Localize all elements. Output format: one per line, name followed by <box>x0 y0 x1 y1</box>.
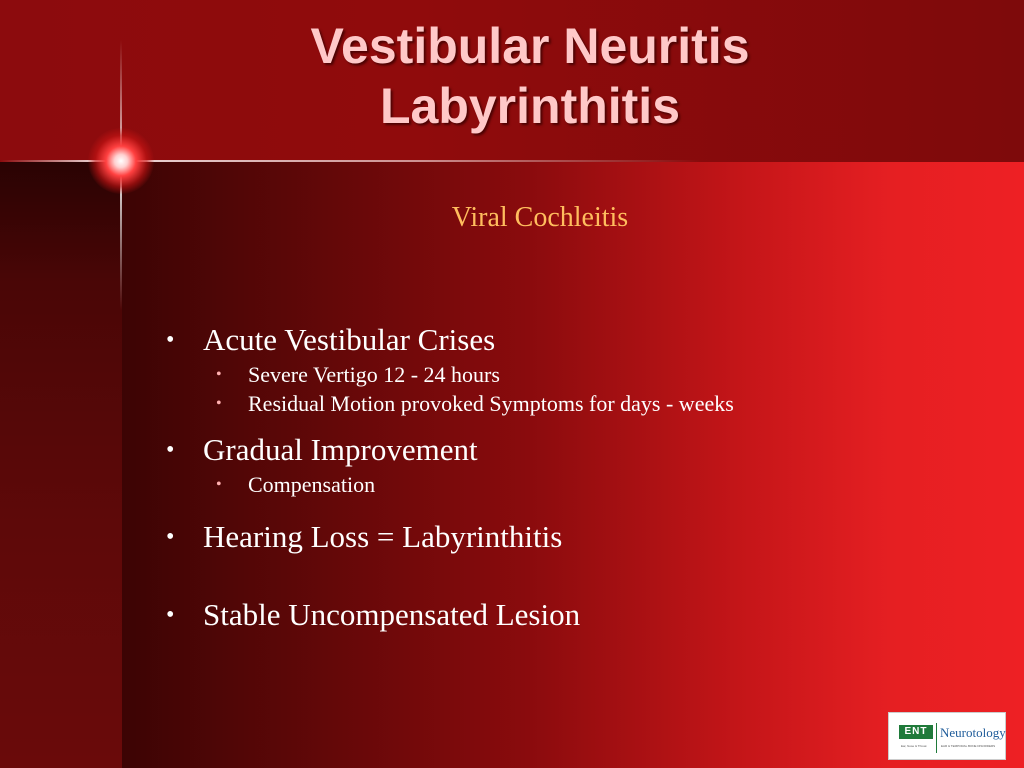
sub-bullet-dot-icon: • <box>216 476 222 493</box>
sub-bullet-dot-icon: • <box>216 366 222 383</box>
sub-bullet-item <box>160 470 960 499</box>
logo-ent-badge: ENT <box>899 725 933 739</box>
lens-flare-icon <box>88 128 154 194</box>
title-line-1: Vestibular Neuritis <box>310 18 750 74</box>
bullet-list <box>160 320 960 635</box>
slide-subtitle: Viral Cochleitis <box>451 202 629 233</box>
sub-bullet-dot-icon: • <box>216 395 222 412</box>
bullet-item <box>160 517 960 557</box>
title-line-2: Labyrinthitis <box>379 78 681 134</box>
sub-bullet-item <box>160 360 960 389</box>
logo-wordmark: Neurotology <box>940 725 1006 740</box>
bullet-text: Stable Uncompensated Lesion <box>203 597 581 632</box>
bullet-dot-icon: • <box>166 524 175 550</box>
bullet-item <box>160 595 960 635</box>
bullet-dot-icon: • <box>166 437 175 463</box>
bullet-dot-icon: • <box>166 327 175 353</box>
logo-small-text: Ear, Nose & Throat <box>901 744 927 748</box>
left-strip <box>0 162 122 768</box>
sub-bullet-item <box>160 389 960 418</box>
bullet-dot-icon: • <box>166 602 175 628</box>
ent-neurotology-logo <box>888 712 1006 760</box>
sub-bullet-text: Compensation <box>248 472 376 497</box>
bullet-text: Acute Vestibular Crises <box>203 322 496 357</box>
bullet-item <box>160 320 960 360</box>
bullet-text: Gradual Improvement <box>203 432 478 467</box>
slide-title <box>200 16 860 136</box>
bullet-text: Hearing Loss = Labyrinthitis <box>203 519 563 554</box>
bullet-item <box>160 430 960 470</box>
sub-bullet-text: Severe Vertigo 12 - 24 hours <box>248 362 500 387</box>
logo-separator <box>936 723 937 753</box>
sub-bullet-text: Residual Motion provoked Symptoms for days - weeks <box>248 391 734 416</box>
logo-tagline: EAR & TEMPORAL BONE DISORDERS <box>941 744 996 748</box>
